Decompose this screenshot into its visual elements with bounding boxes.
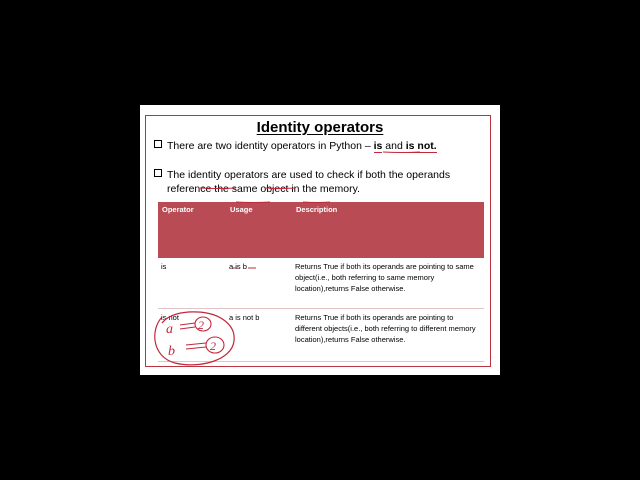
slide: [140, 105, 500, 375]
cell-operator: is: [158, 258, 226, 309]
bullet1-op-is: is: [373, 140, 383, 152]
bullet1-prefix: There are two identity operators in Python –: [167, 140, 374, 152]
ink-underline: [303, 202, 330, 203]
header-usage: Usage: [226, 202, 292, 258]
handwritten-annotation: [140, 105, 500, 375]
header-description: Description: [292, 202, 484, 258]
cell-description: Returns True if both its operands are pointing to same object(i.e., both referring to same memory location),returns False otherwise.: [292, 258, 484, 309]
ink-loop: [155, 312, 234, 365]
bullet2-line1: The identity operators are used to check if both the operands: [167, 169, 451, 181]
ink-underline: [265, 188, 295, 189]
ink-val-a: 2: [198, 318, 204, 332]
ink-equals: [186, 343, 206, 349]
ink-var-b: b: [168, 344, 175, 359]
ink-underline: [383, 152, 420, 153]
cell-usage: a is b: [226, 258, 292, 309]
header-operator: Operator: [158, 202, 226, 258]
ink-underline: [200, 188, 236, 189]
bullet2-line2: reference the same object in the memory.: [167, 183, 360, 195]
cell-operator: is not: [158, 309, 226, 362]
bullet1-op-is-not: is not.: [405, 140, 437, 152]
ink-var-a: a: [166, 322, 173, 337]
slide-title: Identity operators: [256, 119, 384, 136]
ink-underline: [236, 202, 270, 203]
bullet1-mid: and: [382, 140, 406, 152]
cell-usage: a is not b: [226, 309, 292, 362]
cell-description: Returns True if both its operands are pointing to different objects(i.e., both referring to different memory location),returns False otherwise.: [292, 309, 484, 362]
ink-equals: [180, 323, 195, 329]
ink-val-b: 2: [210, 339, 216, 353]
